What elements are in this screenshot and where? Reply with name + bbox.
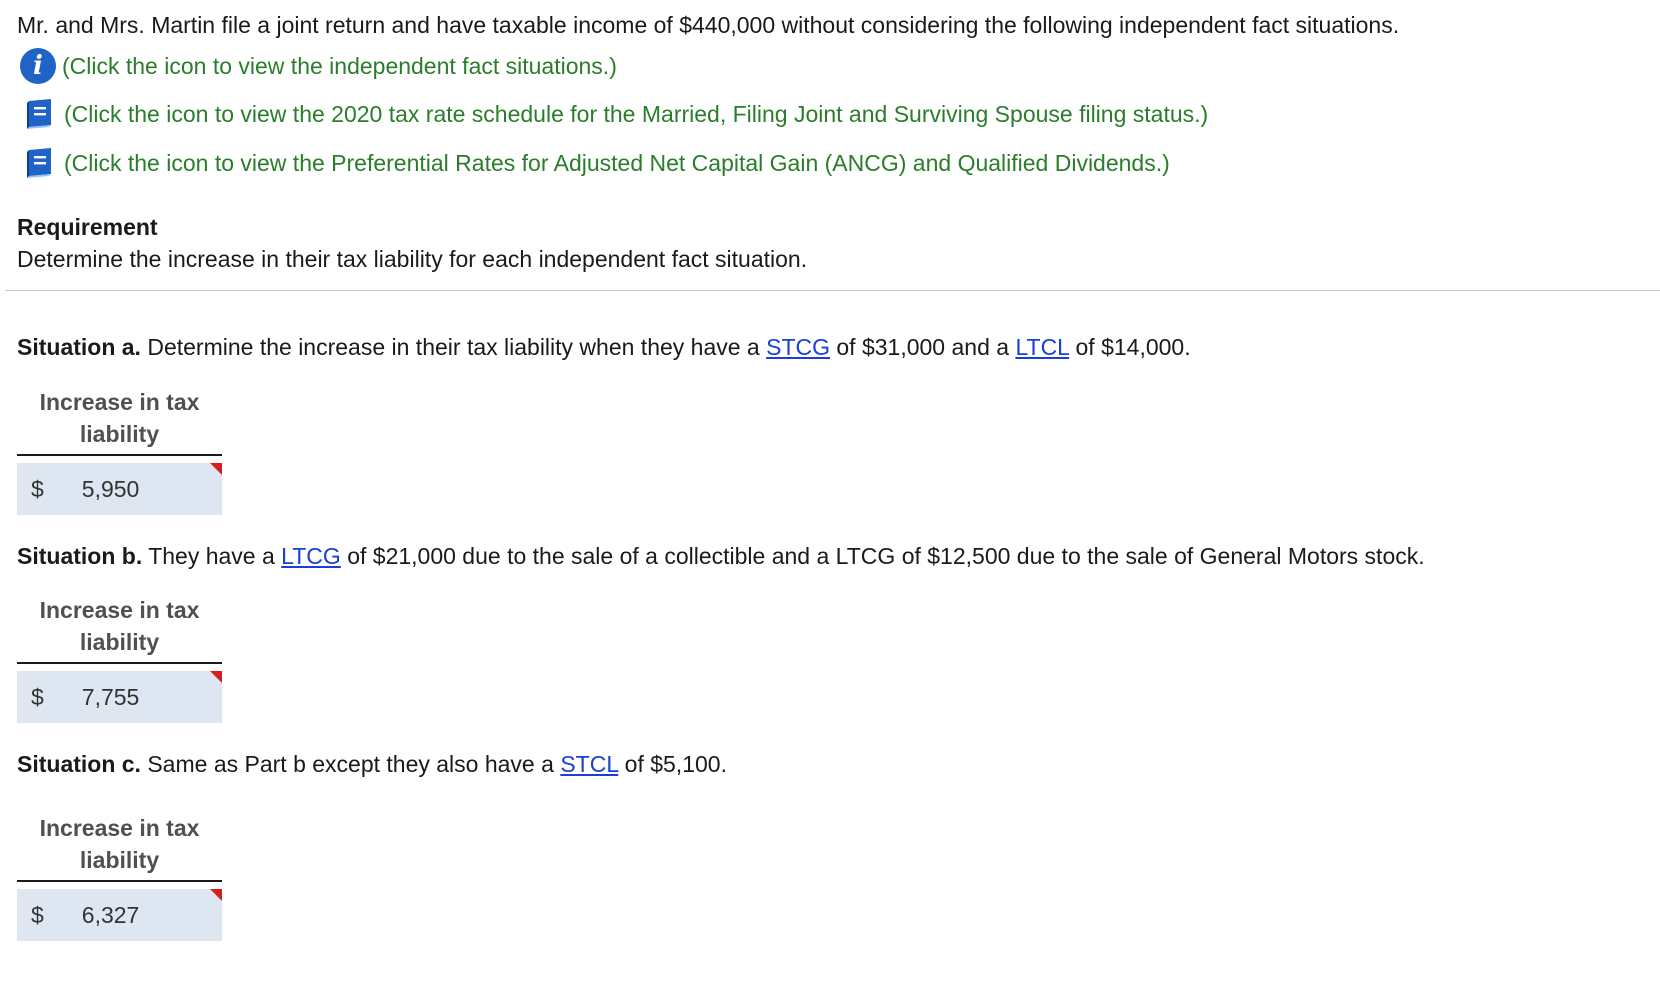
requirement-title: Requirement (17, 214, 158, 240)
preferential-rates-link-row[interactable] (20, 144, 1170, 182)
stcl-link[interactable]: STCL (560, 751, 619, 777)
currency-symbol: $ (31, 475, 44, 502)
situation-text: of $5,100. (618, 751, 727, 777)
column-header-line: liability (79, 629, 160, 655)
intro-text: Mr. and Mrs. Martin file a joint return and have taxable income of $440,000 without considering the following independent fact situations. (17, 12, 1400, 38)
situation-label: Situation c. (17, 751, 141, 777)
info-icon[interactable]: i (20, 48, 56, 84)
column-header (17, 812, 222, 876)
incorrect-flag-icon (210, 463, 222, 475)
book-icon[interactable] (20, 95, 58, 133)
column-header-line: Increase in tax (39, 597, 200, 623)
incorrect-flag-icon (210, 889, 222, 901)
incorrect-flag-icon (210, 671, 222, 683)
ltcl-link[interactable]: LTCL (1015, 334, 1070, 360)
answer-field-a[interactable] (17, 463, 222, 515)
answer-field-b[interactable] (17, 671, 222, 723)
answer-field-c[interactable] (17, 889, 222, 941)
answer-value[interactable]: 6,327 (81, 901, 140, 928)
situation-text: Determine the increase in their tax liability when they have a (140, 334, 767, 360)
facts-link[interactable]: (Click the icon to view the independent fact situations.) (62, 52, 617, 79)
currency-symbol: $ (31, 683, 44, 710)
situation-text: of $14,000. (1069, 334, 1191, 360)
ltcg-link[interactable]: LTCG (281, 543, 341, 569)
situation-text: of $31,000 and a (830, 334, 1016, 360)
situation-text: Same as Part b except they also have a (140, 751, 561, 777)
situation-a-text (17, 334, 1191, 361)
requirement-text: Determine the increase in their tax liability for each independent fact situation. (17, 246, 808, 272)
header-underline (17, 454, 222, 456)
rate-schedule-link-row[interactable] (20, 95, 1208, 133)
preferential-rates-link[interactable]: (Click the icon to view the Preferential Rates for Adjusted Net Capital Gain (ANCG) and Qualified Dividends.) (64, 149, 1170, 176)
situation-text: of $21,000 due to the sale of a collectible and a LTCG of $12,500 due to the sale of General Motors stock. (340, 543, 1425, 569)
stcg-link[interactable]: STCG (766, 334, 830, 360)
column-header (17, 594, 222, 658)
rate-schedule-link[interactable]: (Click the icon to view the 2020 tax rate schedule for the Married, Filing Joint and Surviving Spouse filing status.) (64, 100, 1209, 127)
column-header (17, 386, 222, 450)
column-header-line: liability (79, 421, 160, 447)
situation-b-text (17, 543, 1425, 570)
situation-label: Situation a. (17, 334, 141, 360)
book-icon[interactable] (20, 144, 58, 182)
answer-value[interactable]: 5,950 (81, 475, 140, 502)
facts-link-row[interactable] (20, 48, 617, 84)
divider (5, 290, 1660, 291)
header-underline (17, 880, 222, 882)
column-header-line: liability (79, 847, 160, 873)
header-underline (17, 662, 222, 664)
answer-value[interactable]: 7,755 (81, 683, 140, 710)
situation-text: They have a (142, 543, 282, 569)
situation-c-text (17, 751, 727, 778)
column-header-line: Increase in tax (39, 389, 200, 415)
column-header-line: Increase in tax (39, 815, 200, 841)
currency-symbol: $ (31, 901, 44, 928)
situation-label: Situation b. (17, 543, 143, 569)
